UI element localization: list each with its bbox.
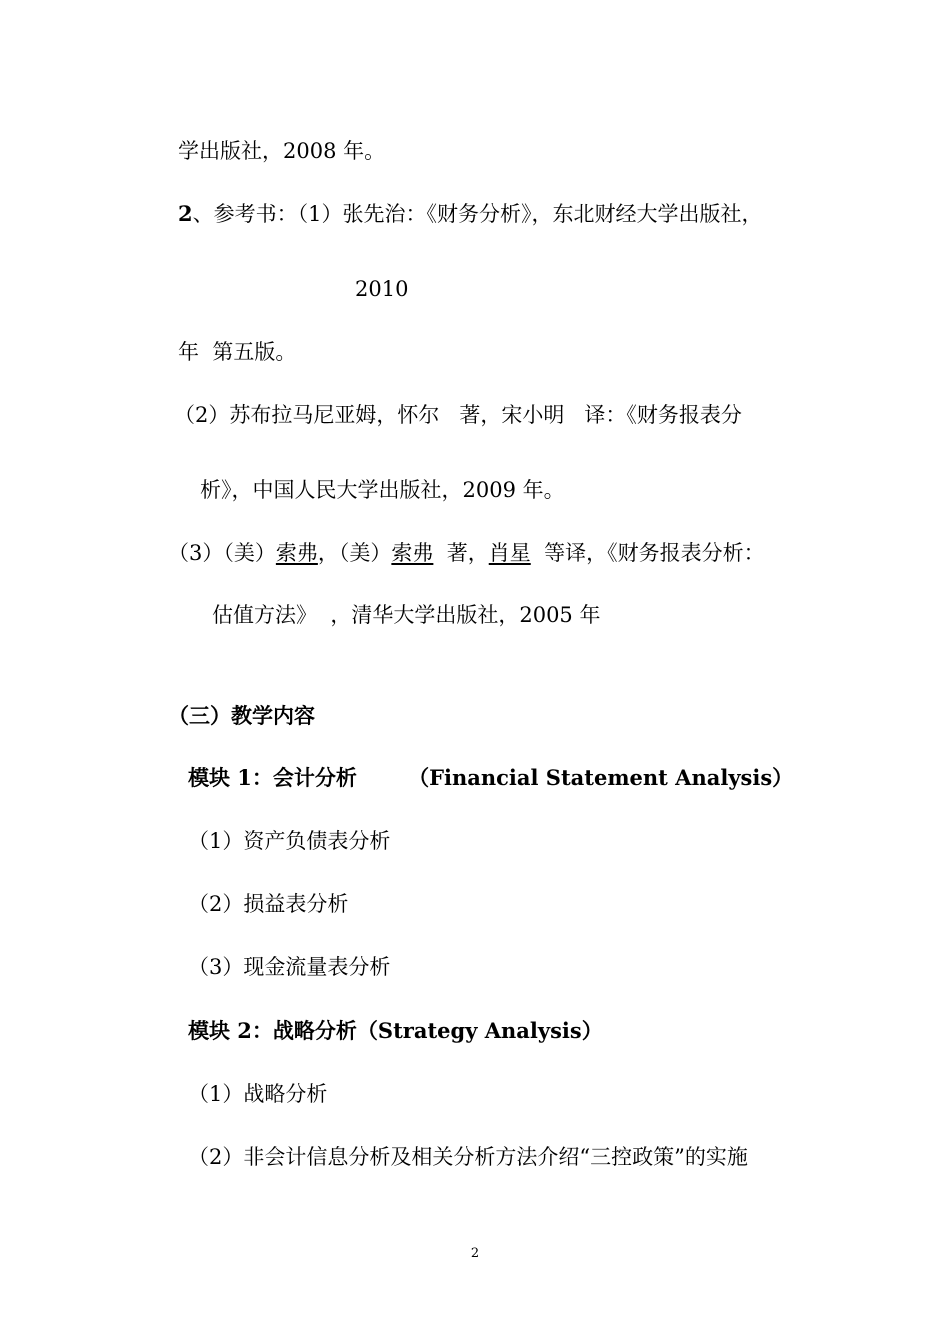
list-item: （1）战略分析 [188, 1082, 328, 1106]
reference-books-line [178, 201, 762, 227]
text-run: ，（美） [317, 541, 392, 565]
text-line: 学出版社，2008 年。 [178, 139, 386, 163]
translator-link[interactable]: 肖星 [488, 541, 531, 565]
text-line: 析》，中国人民大学出版社，2009 年。 [200, 478, 565, 502]
module-title: 模块 1：会计分析 （Financial Statement Analysis） [188, 765, 794, 790]
list-item: （3）现金流量表分析 [188, 955, 391, 979]
list-item: （2）损益表分析 [188, 892, 349, 916]
text-line: 估值方法》 ，清华大学出版社，2005 年 [212, 603, 601, 627]
list-item: （2）非会计信息分析及相关分析方法介绍“三控政策”的实施 [188, 1145, 748, 1169]
author-link[interactable]: 索弗 [391, 541, 434, 565]
list-item: （1）资产负债表分析 [188, 829, 391, 853]
author-link[interactable]: 索弗 [275, 541, 318, 565]
text-run: 、参考书：（1）张先治：《财务分析》，东北财经大学出版社， [192, 202, 763, 226]
text-run: （3）（美） [168, 541, 276, 565]
reference-line-3 [168, 540, 765, 566]
text-line: 年 第五版。 [178, 340, 297, 364]
page-number: 2 [470, 1246, 480, 1261]
module-title: 模块 2：战略分析（Strategy Analysis） [188, 1018, 603, 1043]
section-heading: （三）教学内容 [168, 703, 315, 728]
text-line: （2）苏布拉马尼亚姆，怀尔 著，宋小明 译：《财务报表分 [174, 403, 742, 427]
text-run: 著， [433, 541, 489, 565]
text-run: 等译，《财务报表分析： [530, 541, 765, 565]
item-number: 2 [178, 201, 193, 226]
text-line: 2010 [355, 277, 409, 301]
